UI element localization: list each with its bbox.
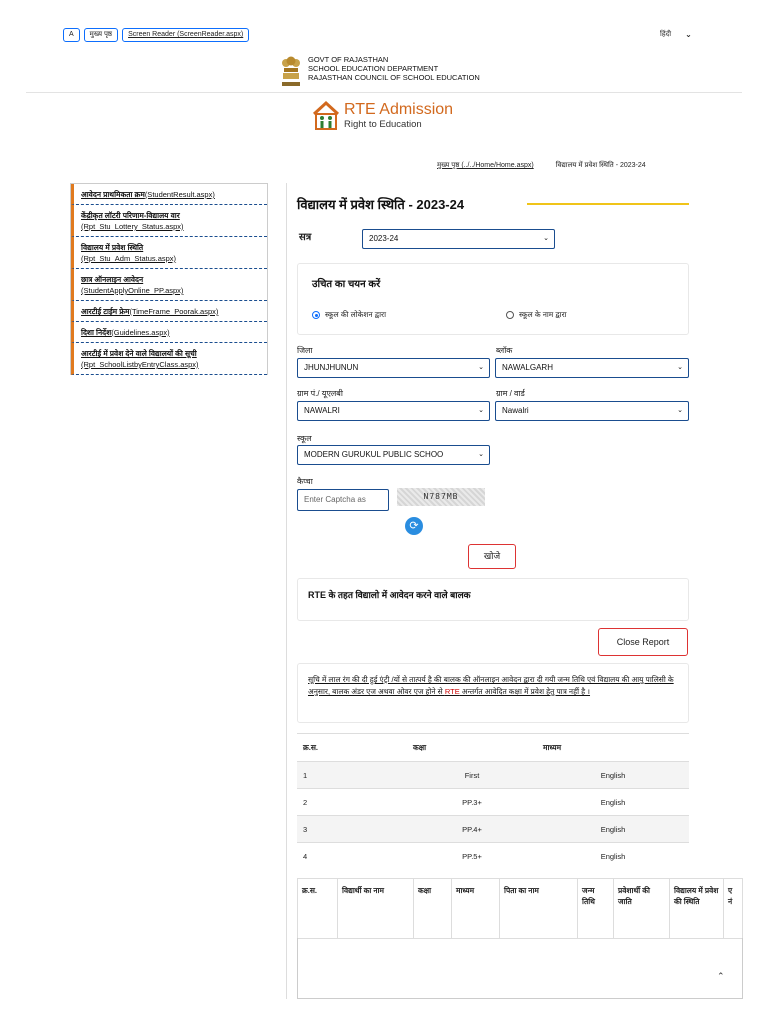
school-label: स्कूल (297, 434, 312, 443)
col-header: प्रवेशार्थी की जाति (614, 879, 670, 939)
accessibility-bar (63, 28, 249, 42)
sidebar-item-student-result[interactable]: आवेदन प्राथमिकता क्रम(StudentResult.aspx) (71, 184, 267, 205)
sidebar-item-apply-online[interactable]: छात्र ऑनलाइन आवेदन (StudentApplyOnline_PP.aspx) (71, 269, 267, 301)
home-button[interactable]: मुख्य पृष्ठ (84, 28, 118, 42)
chevron-down-icon: ⌄ (677, 364, 683, 371)
gov-line-1: GOVT OF RAJASTHAN (308, 55, 389, 64)
breadcrumb-current: विद्यालय में प्रवेश स्थिति - 2023-24 (555, 162, 646, 169)
session-select[interactable]: 2023-24 ⌄ (362, 229, 555, 249)
captcha-label: कैप्चा (297, 477, 313, 486)
radio-checked-icon (312, 311, 320, 319)
table-row: 1 First English (297, 762, 689, 789)
chevron-down-icon: ⌄ (478, 451, 484, 458)
sidebar-item-guidelines[interactable]: दिशा निर्देश(Guidelines.aspx) (71, 322, 267, 343)
village-select[interactable]: NAWALRI ⌄ (297, 401, 490, 421)
col-header: माध्यम (452, 879, 500, 939)
gov-header (280, 55, 480, 89)
district-select[interactable]: JHUNJHUNUN ⌄ (297, 358, 490, 378)
gov-line-3: RAJASTHAN COUNCIL OF SCHOOL EDUCATION (308, 73, 480, 82)
students-table-body (297, 938, 743, 999)
captcha-image: N787MB (397, 488, 485, 506)
col-header: माध्यम (537, 734, 689, 762)
header-divider (26, 92, 742, 93)
school-select[interactable]: MODERN GURUKUL PUBLIC SCHOO ⌄ (297, 445, 490, 465)
col-header: विद्यालय में प्रवेश की स्थिति (670, 879, 724, 939)
session-label: सत्र (299, 232, 312, 243)
classes-table (297, 733, 689, 870)
ward-select[interactable]: Nawalri ⌄ (495, 401, 689, 421)
table-row: 2 PP.3+ English (297, 789, 689, 816)
page-title: विद्यालय में प्रवेश स्थिति - 2023-24 (297, 197, 465, 212)
chevron-down-icon: ⌄ (685, 30, 692, 39)
table-row: 3 PP.4+ English (297, 816, 689, 843)
captcha-input[interactable]: Enter Captcha as (297, 489, 389, 511)
block-label: ब्लॉक (496, 346, 513, 355)
col-header: जन्म तिथि (578, 879, 614, 939)
search-mode-panel (297, 263, 689, 335)
rte-title: RTE Admission (344, 101, 454, 118)
chevron-down-icon: ⌄ (677, 407, 683, 414)
chevron-down-icon: ⌄ (478, 407, 484, 414)
district-label: जिला (297, 346, 313, 355)
col-header: पिता का नाम (500, 879, 578, 939)
sidebar-item-school-list[interactable]: आरटीई में प्रवेश देने वाले विद्यालयों की सूची (Rpt_SchoolListbyEntryClass.aspx) (71, 343, 267, 375)
radio-by-location[interactable]: स्कूल की लोकेशन द्वारा (312, 310, 386, 320)
radio-unchecked-icon (506, 311, 514, 319)
col-header: ए नं (724, 879, 743, 939)
refresh-icon[interactable]: ⟳ (405, 517, 423, 535)
search-mode-title: उचित का चयन करें (312, 279, 381, 290)
rte-logo[interactable] (312, 100, 453, 132)
search-button[interactable]: खोजे (468, 544, 516, 569)
table-header-row (297, 734, 689, 762)
sidebar (70, 183, 268, 375)
note-highlight: RTE (444, 687, 460, 696)
sidebar-item-lottery-status[interactable]: केंद्रीकृत लॉटरी परिणाम-विद्यालय वार (Rpt_Stu_Lottery_Status.aspx) (71, 205, 267, 237)
emblem-icon (280, 55, 302, 89)
chevron-down-icon: ⌄ (543, 235, 549, 242)
language-label: हिंदी (660, 31, 672, 38)
close-report-button[interactable]: Close Report (598, 628, 688, 656)
table-header-row (298, 879, 743, 939)
eligibility-note: सूचि में लाल रंग की दी हुई एंट्री /यों से तात्पर्य है की बालक की ऑनलाइन आवेदन द्वारा दी गयी जन्म तिथि एवं विद्यालय की आयु पालिसी के अनुसार, बालक अंडर एज अथवा ओवर एज होने से RTE अन्तर्गत आवेदित कक्षा में प्रवेश हेतु पात्र नहीं है । (297, 663, 689, 723)
rte-subtitle: Right to Education (344, 119, 422, 130)
scroll-up-icon[interactable]: ⌃ (717, 971, 725, 981)
village-label: ग्राम पं./ यूएलबी (297, 389, 343, 398)
breadcrumb (437, 161, 646, 170)
font-size-button[interactable]: A (63, 28, 80, 42)
table-row: 4 PP.5+ English (297, 843, 689, 870)
radio-by-name[interactable]: स्कूल के नाम द्वारा (506, 310, 567, 320)
col-header: कक्षा (407, 734, 537, 762)
col-header: क्र.स. (297, 734, 407, 762)
chevron-down-icon: ⌄ (478, 364, 484, 371)
col-header: क्र.स. (298, 879, 338, 939)
block-select[interactable]: NAWALGARH ⌄ (495, 358, 689, 378)
sidebar-item-adm-status[interactable]: विद्यालय में प्रवेश स्थिति (Rpt_Stu_Adm_Status.aspx) (71, 237, 267, 269)
screen-reader-link[interactable]: Screen Reader (ScreenReader.aspx) (122, 28, 249, 42)
gov-line-2: SCHOOL EDUCATION DEPARTMENT (308, 64, 439, 73)
sidebar-item-time-frame[interactable]: आरटीई टाईम फ्रेम(TimeFrame_Poorak.aspx) (71, 301, 267, 322)
ward-label: ग्राम / वार्ड (496, 389, 525, 398)
report-panel-title: RTE के तहत विद्यालो में आवेदन करने वाले बालक (297, 578, 689, 621)
col-header: विद्यार्थी का नाम (338, 879, 414, 939)
main-content (286, 183, 742, 999)
students-table (297, 878, 743, 939)
language-select[interactable] (660, 30, 692, 39)
breadcrumb-home[interactable]: मुख्य पृष्ठ (../../Home/Home.aspx) (437, 162, 534, 169)
title-underline (527, 203, 689, 205)
col-header: कक्षा (414, 879, 452, 939)
rte-logo-icon (312, 100, 340, 132)
